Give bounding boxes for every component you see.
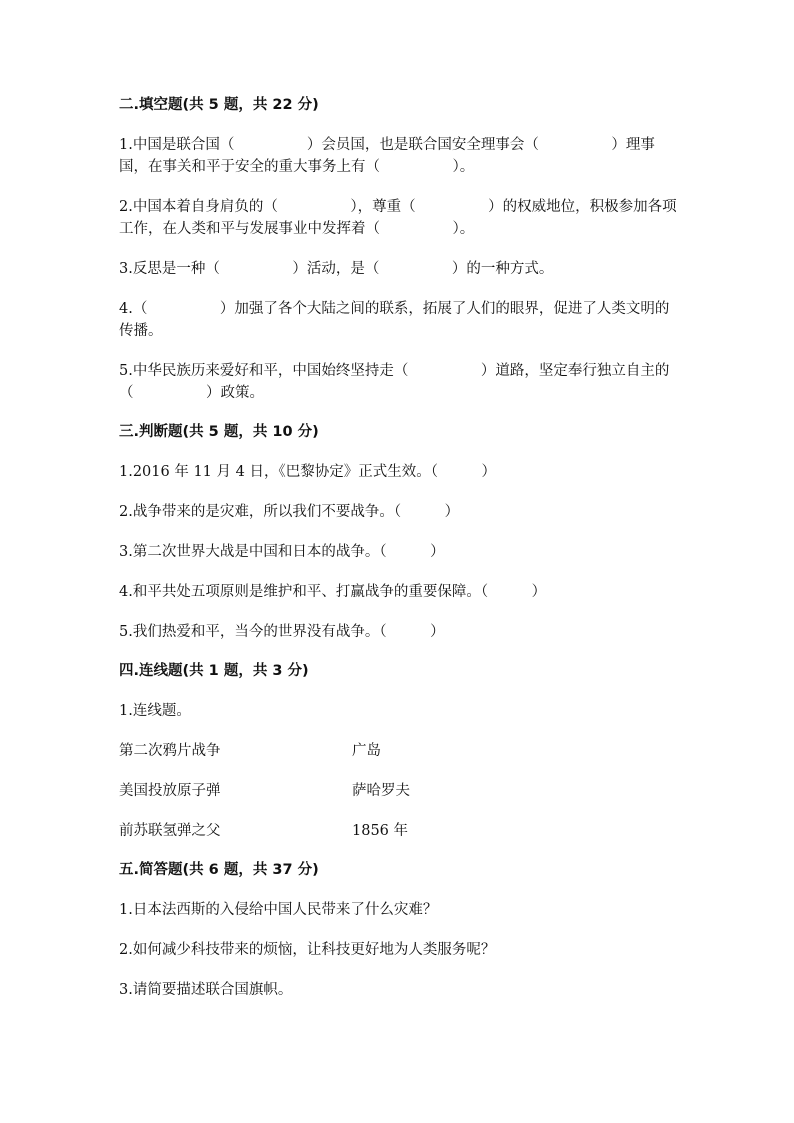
- fill-question-2: 2.中国本着自身肩负的（ ），尊重（ ）的权威地位，积极参加各项工作，在人类和平与发展事业中发挥着（ ）。: [119, 199, 677, 237]
- match-row: [119, 820, 679, 842]
- judge-question-4: 4.和平共处五项原则是维护和平、打赢战争的重要保障。（ ）: [119, 584, 547, 600]
- match-row: [119, 740, 679, 762]
- fill-question-3: 3.反思是一种（ ）活动，是（ ）的一种方式。: [119, 261, 554, 277]
- judge-question-5: 5.我们热爱和平，当今的世界没有战争。（ ）: [119, 624, 445, 640]
- section-title-judge: 三.判断题(共 5 题，共 10 分): [119, 424, 319, 440]
- match-right-item: 1856 年: [352, 823, 409, 839]
- judge-question-3: 3.第二次世界大战是中国和日本的战争。（ ）: [119, 544, 445, 560]
- short-question-2: 2.如何减少科技带来的烦恼，让科技更好地为人类服务呢？: [119, 942, 496, 958]
- match-right-item: 广岛: [352, 743, 381, 759]
- match-row: [119, 780, 679, 802]
- match-question: 1.连线题。: [119, 703, 191, 719]
- match-left-item: 美国投放原子弹: [119, 783, 221, 799]
- fill-question-5: 5.中华民族历来爱好和平，中国始终坚持走（ ）道路，坚定奉行独立自主的（ ）政策。: [119, 363, 670, 401]
- section-title-match: 四.连线题(共 1 题，共 3 分): [119, 663, 309, 679]
- judge-question-2: 2.战争带来的是灾难，所以我们不要战争。（ ）: [119, 504, 460, 520]
- fill-question-4: 4.（ ）加强了各个大陆之间的联系，拓展了人们的眼界，促进了人类文明的传播。: [119, 301, 670, 339]
- section-title-short: 五.简答题(共 6 题，共 37 分): [119, 862, 319, 878]
- match-left-item: 第二次鸦片战争: [119, 743, 221, 759]
- match-left-item: 前苏联氢弹之父: [119, 823, 221, 839]
- short-question-1: 1.日本法西斯的入侵给中国人民带来了什么灾难？: [119, 902, 438, 918]
- exam-page: [119, 95, 679, 1001]
- match-right-item: 萨哈罗夫: [352, 783, 410, 799]
- section-title-fill: 二.填空题(共 5 题，共 22 分): [119, 97, 319, 113]
- short-question-3: 3.请简要描述联合国旗帜。: [119, 982, 293, 998]
- fill-question-1: 1.中国是联合国（ ）会员国，也是联合国安全理事会（ ）理事国，在事关和平于安全的重大事务上有（ ）。: [119, 137, 655, 175]
- judge-question-1: 1.2016 年 11 月 4 日，《巴黎协定》正式生效。（ ）: [119, 464, 496, 480]
